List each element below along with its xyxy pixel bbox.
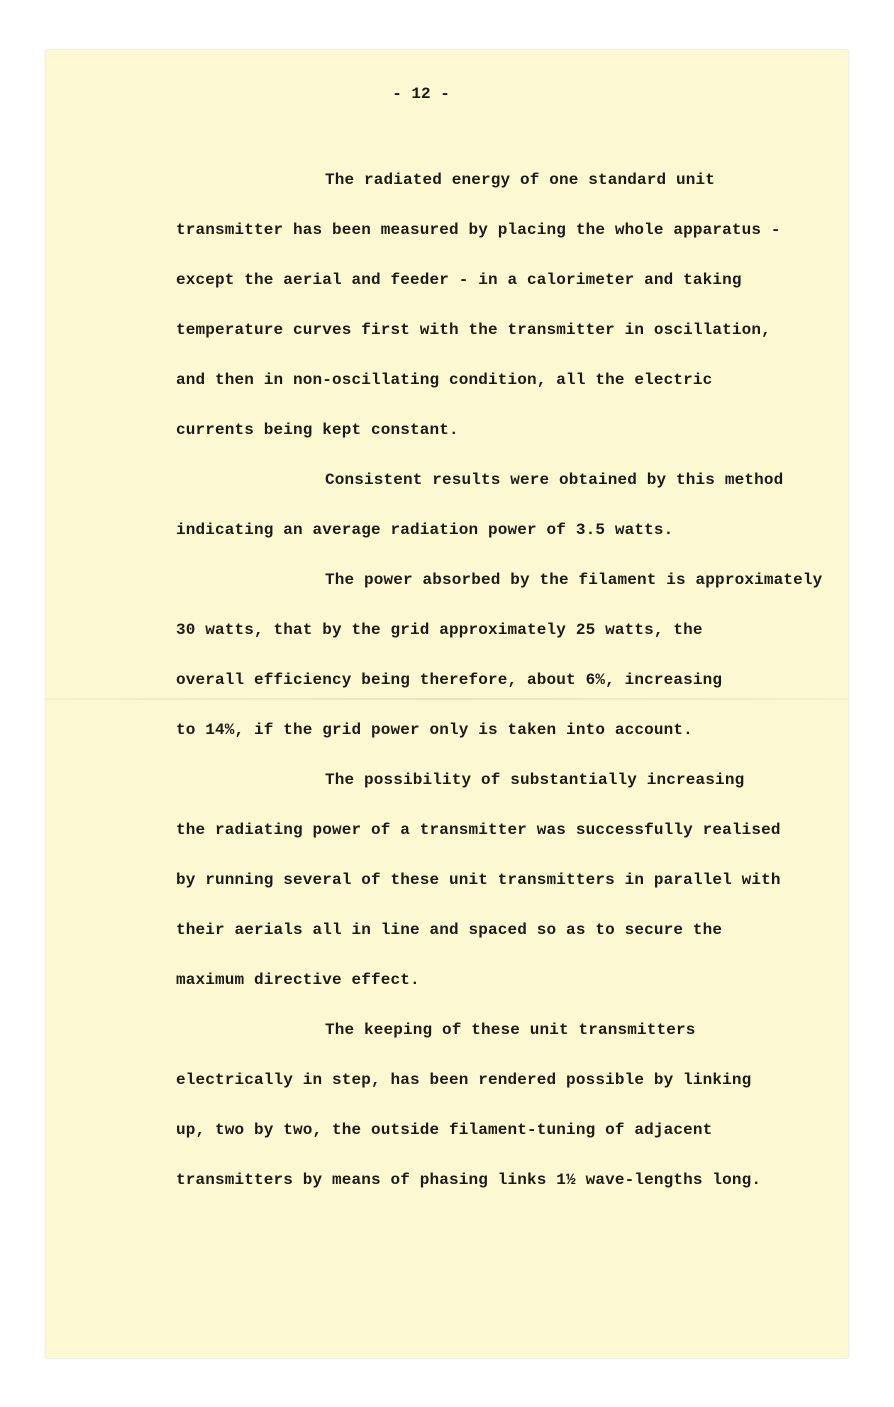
text-line: and then in non-oscillating condition, all the electric [176,371,713,389]
text-line: 30 watts, that by the grid approximately 25 watts, the [176,621,703,639]
text-line: by running several of these unit transmitters in parallel with [176,871,781,889]
text-line: maximum directive effect. [176,971,420,989]
text-line: except the aerial and feeder - in a calorimeter and taking [176,271,742,289]
text-line: The keeping of these unit transmitters [325,1021,696,1039]
page-number: - 12 - [392,85,450,103]
paper-fold-line [46,698,848,700]
text-line: to 14%, if the grid power only is taken into account. [176,721,693,739]
text-line: overall efficiency being therefore, about 6%, increasing [176,671,723,689]
text-line: the radiating power of a transmitter was successfully realised [176,821,781,839]
text-line: transmitter has been measured by placing the whole apparatus - [176,221,781,239]
text-line: temperature curves first with the transmitter in oscillation, [176,321,771,339]
text-line: The possibility of substantially increasing [325,771,745,789]
text-line: up, two by two, the outside filament-tuning of adjacent [176,1121,713,1139]
text-line: indicating an average radiation power of 3.5 watts. [176,521,674,539]
text-line: their aerials all in line and spaced so as to secure the [176,921,723,939]
text-line: electrically in step, has been rendered possible by linking [176,1071,752,1089]
text-line: The power absorbed by the filament is approximately [325,571,823,589]
text-line: currents being kept constant. [176,421,459,439]
text-line: The radiated energy of one standard unit [325,171,716,189]
text-line: transmitters by means of phasing links 1½ wave-lengths long. [176,1171,762,1189]
document-page [46,50,848,1358]
text-line: Consistent results were obtained by this method [325,471,784,489]
